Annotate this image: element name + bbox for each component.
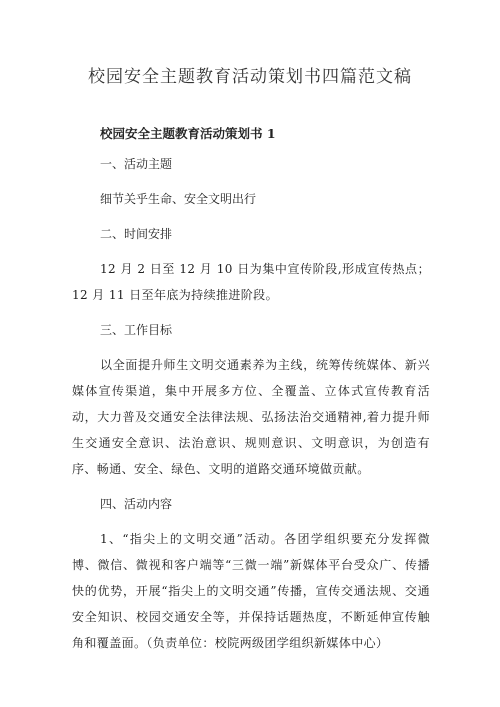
theme-text: 细节关乎生命、安全文明出行 <box>100 192 257 206</box>
section-heading-goals: 三、工作目标 <box>100 323 173 337</box>
document-title: 校园安全主题教育活动策划书四篇范文稿 <box>88 67 412 87</box>
document-body <box>72 121 430 665</box>
section-heading-content: 四、活动内容 <box>100 497 173 511</box>
section-heading-schedule: 二、时间安排 <box>100 227 173 241</box>
activity-paragraph: 1、“指尖上的文明交通”活动。各团学组织要充分发挥微博、微信、微视和客户端等“三微一端”新媒体平台受众广、传播快的优势，开展“指尖上的文明交通”传播，宣传交通法规、交通安全知识、校园交通安全等，并保持话题热度，不断延伸宣传触角和覆盖面。（负责单位：校院两级团学组织新媒体中心） <box>72 532 430 650</box>
section-heading-theme: 一、活动主题 <box>100 157 173 171</box>
goals-paragraph: 以全面提升师生文明交通素养为主线，统筹传统媒体、新兴媒体宣传渠道，集中开展多方位、全覆盖、立体式宣传教育活动，大力普及交通安全法律法规、弘扬法治交通精神,着力提升师生交通安全意识、法治意识、规则意识、文明意识，为创造有序、畅通、安全、绿色、文明的道路交通环境做贡献。 <box>72 358 430 476</box>
schedule-paragraph: 12 月 2 日至 12 月 10 日为集中宣传阶段,形成宣传热点；12 月 11 日至年底为持续推进阶段。 <box>72 262 430 302</box>
document-subtitle: 校园安全主题教育活动策划书 1 <box>100 126 276 141</box>
